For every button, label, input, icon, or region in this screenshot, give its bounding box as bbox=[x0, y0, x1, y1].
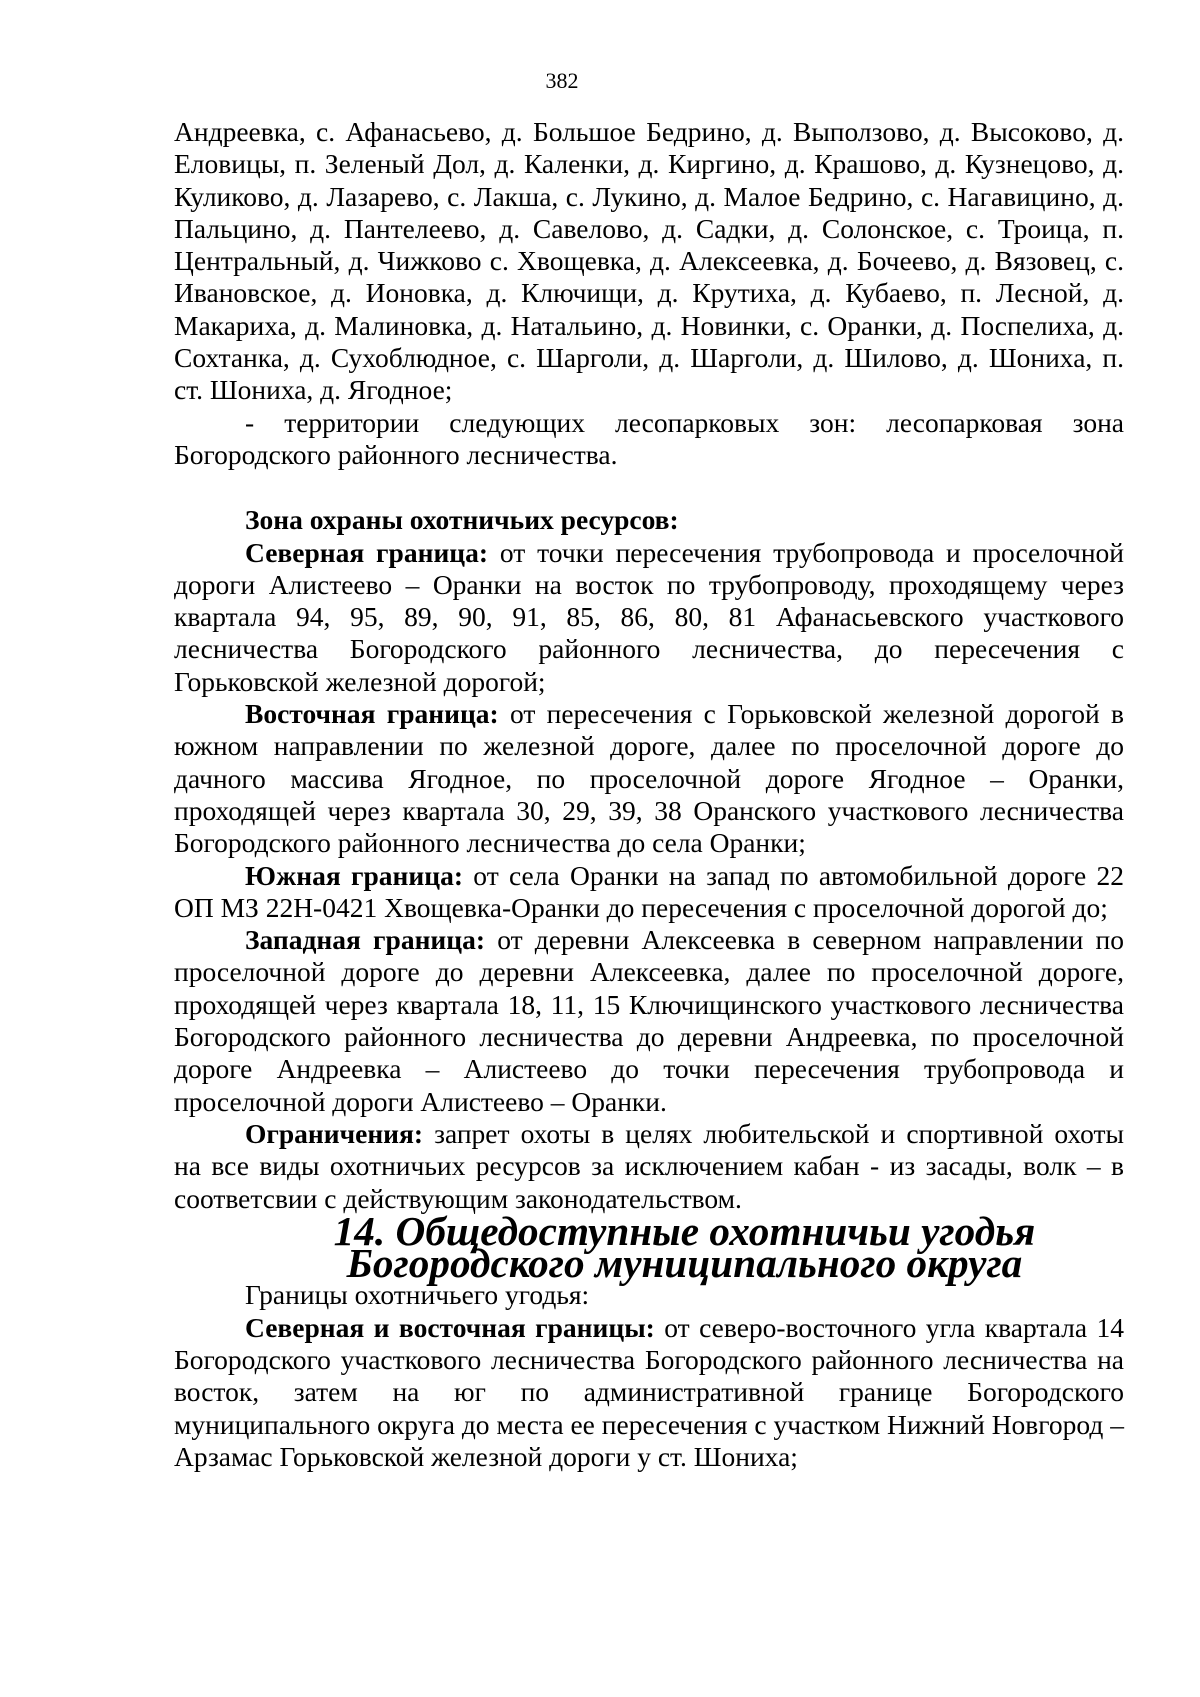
chapter-title: 14. Общедоступные охотничьи угодья Богородского муниципального округа bbox=[333, 1207, 1036, 1287]
north-east-boundary-label: Северная и восточная границы: bbox=[245, 1311, 655, 1343]
restrictions-paragraph bbox=[174, 1118, 1124, 1215]
south-boundary-label: Южная граница: bbox=[245, 859, 463, 891]
west-boundary-paragraph bbox=[174, 924, 1124, 1118]
north-east-boundary-text: от северо-восточного угла квартала 14 Богородского участкового лесничества Богородского районного лесничества на восток, затем на юг по административной границе Богородского муниципального округа до места ее пересечения с участком Нижний Новгород – Арзамас Горьковской железной дороги у ст. Шониха; bbox=[174, 1311, 1124, 1472]
page-number: 382 bbox=[545, 68, 579, 93]
restrictions-label: Ограничения: bbox=[245, 1117, 424, 1149]
north-east-boundary-paragraph bbox=[174, 1312, 1124, 1473]
forest-zones-paragraph: - территории следующих лесопарковых зон: лесопарковая зона Богородского районного лесничества. bbox=[174, 406, 1124, 470]
west-boundary-label: Западная граница: bbox=[245, 924, 486, 956]
settlements-list-paragraph: Андреевка, с. Афанасьево, д. Большое Бедрино, д. Выползово, д. Высоково, д. Еловицы, п. Зеленый Дол, д. Каленки, д. Киргино, д. Крашово, д. Кузнецово, д. Куликово, д. Лазарево, с. Лакша, с. Лукино, д. Малое Бедрино, с. Нагавицино, д. Пальцино, д. Пантелеево, д. Савелово, д. Садки, д. Солонское, с. Троица, п. Центральный, д. Чижково с. Хвощевка, д. Алексеевка, д. Бочеево, д. Вязовец, с. Ивановское, д. Ионовка, д. Ключищи, д. Крутиха, д. Кубаево, п. Лесной, д. Макариха, д. Малиновка, д. Натальино, д. Новинки, с. Оранки, д. Поспелиха, д. Сохтанка, д. Сухоблюдное, с. Шарголи, д. Шарголи, д. Шилово, д. Шониха, п. ст. Шониха, д. Ягодное; bbox=[174, 116, 1124, 406]
hunting-ground-boundaries-intro: Границы охотничьего угодья: bbox=[245, 1279, 590, 1311]
west-boundary-text: от деревни Алексеевка в северном направлении по проселочной дороге до деревни Алексеевка, далее по проселочной дороге, проходящей через квартала 18, 11, 15 Ключищинского участкового лесничества Богородского районного лесничества до деревни Андреевка, по проселочной дороге Андреевка – Алистеево до точки пересечения трубопровода и проселочной дороги Алистеево – Оранки. bbox=[174, 924, 1124, 1117]
east-boundary-text: от пересечения с Горьковской железной дорогой в южном направлении по железной дороге, далее по проселочной дороге до дачного массива Ягодное, по проселочной дороге Ягодное – Оранки, проходящей через квартала 30, 29, 39, 38 Оранского участкового лесничества Богородского районного лесничества до села Оранки; bbox=[174, 698, 1124, 859]
document-body bbox=[174, 116, 1124, 1473]
south-boundary-paragraph bbox=[174, 860, 1124, 925]
south-boundary-text: от села Оранки на запад по автомобильной дороге 22 ОП МЗ 22Н-0421 Хвощевка-Оранки до пересечения с проселочной дорогой до; bbox=[174, 859, 1125, 923]
north-boundary-text: от точки пересечения трубопровода и проселочной дороги Алистеево – Оранки на восток по трубопроводу, проходящему через квартала 94, 95, 89, 90, 91, 85, 86, 80, 81 Афанасьевского участкового лесничества Богородского районного лесничества, до пересечения с Горьковской железной дорогой; bbox=[174, 536, 1125, 697]
north-boundary-label: Северная граница: bbox=[245, 536, 489, 568]
protection-zone-heading: Зона охраны охотничьих ресурсов: bbox=[245, 504, 679, 536]
restrictions-text: запрет охоты в целях любительской и спортивной охоты на все виды охотничьих ресурсов за исключением кабан - из засады, волк – в соответсвии с действующим законодательством. bbox=[174, 1117, 1124, 1214]
north-boundary-paragraph bbox=[174, 537, 1124, 698]
east-boundary-label: Восточная граница: bbox=[245, 698, 499, 730]
east-boundary-paragraph bbox=[174, 698, 1124, 859]
